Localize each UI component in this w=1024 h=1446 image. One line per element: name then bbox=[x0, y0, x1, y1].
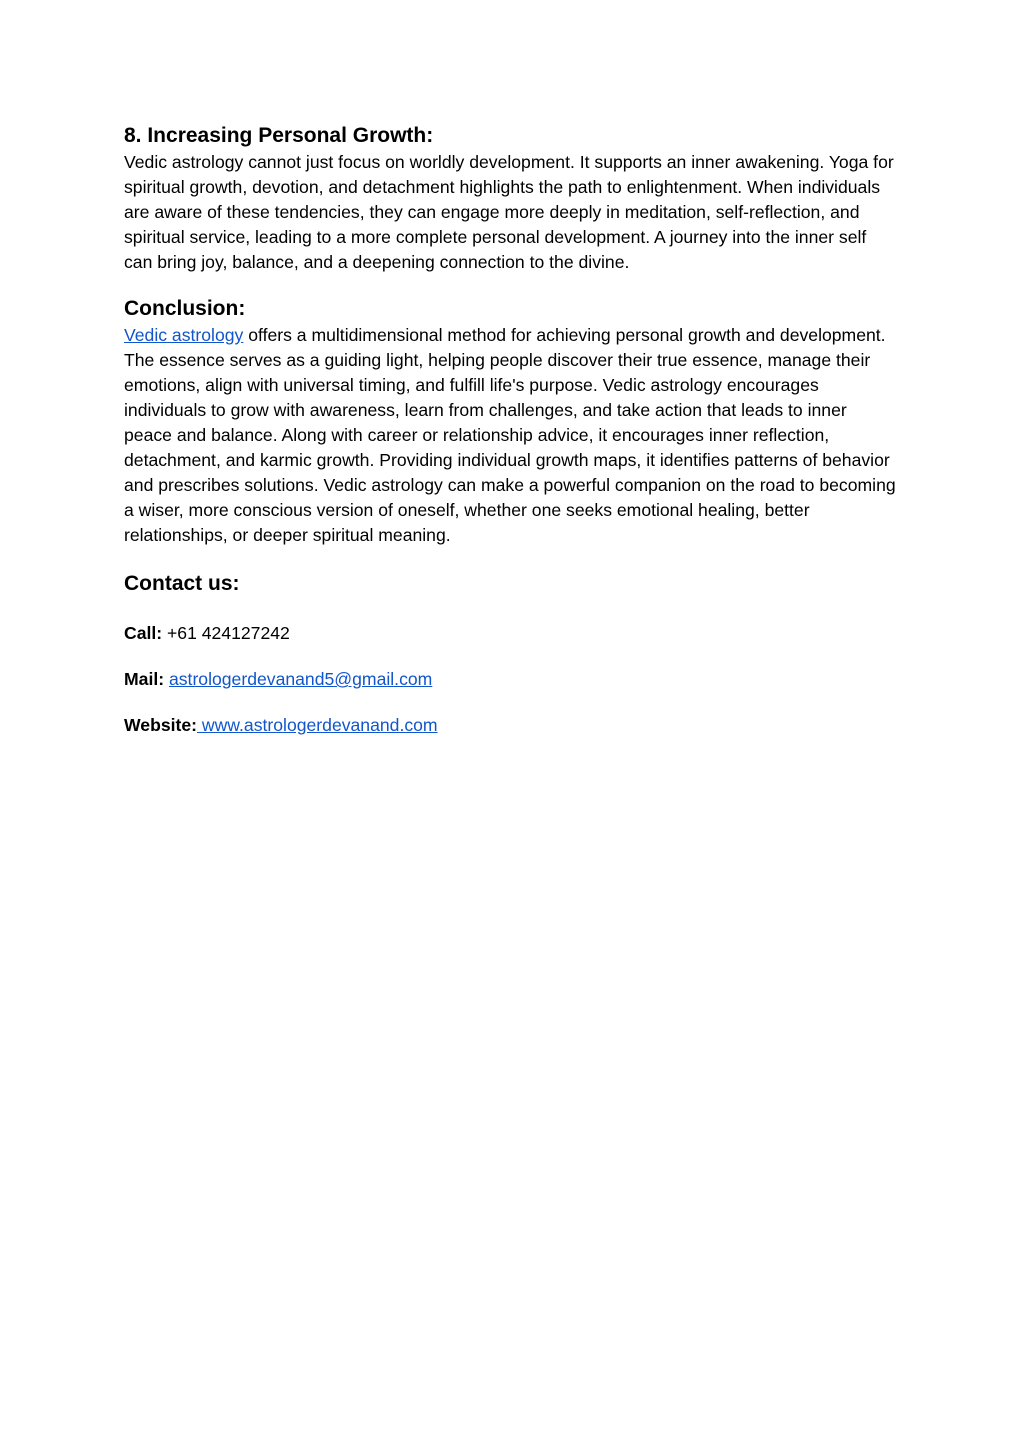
personal-growth-section bbox=[124, 122, 899, 275]
contact-section bbox=[124, 570, 899, 736]
conclusion-text: offers a multidimensional method for achieving personal growth and development. The essence serves as a guiding light, helping people discover their true essence, manage their emotions, align with universal timing, and fulfill life's purpose. Vedic astrology encourages individuals to grow with awareness, learn from challenges, and take action that leads to inner peace and balance. Along with career or relationship advice, it encourages inner reflection, detachment, and karmic growth. Providing individual growth maps, it identifies patterns of behavior and prescribes solutions. Vedic astrology can make a powerful companion on the road to becoming a wiser, more conscious version of oneself, whether one seeks emotional healing, better relationships, or deeper spiritual meaning. bbox=[124, 325, 896, 545]
contact-mail-line bbox=[124, 668, 899, 690]
website-label: Website: bbox=[124, 715, 197, 735]
conclusion-section bbox=[124, 295, 899, 548]
personal-growth-paragraph: Vedic astrology cannot just focus on worldly development. It supports an inner awakening. Yoga for spiritual growth, devotion, and detachment highlights the path to enlightenment. When individuals are aware of these tendencies, they can engage more deeply in meditation, self-reflection, and spiritual service, leading to a more complete personal development. A journey into the inner self can bring joy, balance, and a deepening connection to the divine. bbox=[124, 152, 894, 272]
website-link[interactable]: www.astrologerdevanand.com bbox=[197, 715, 438, 735]
conclusion-heading: Conclusion: bbox=[124, 297, 246, 320]
email-link[interactable]: astrologerdevanand5@gmail.com bbox=[168, 669, 433, 689]
contact-heading: Contact us: bbox=[124, 572, 240, 595]
mail-label: Mail: bbox=[124, 669, 165, 689]
contact-call-line bbox=[124, 622, 899, 644]
call-value: +61 424127242 bbox=[162, 623, 290, 643]
document-page bbox=[124, 122, 899, 736]
personal-growth-heading: 8. Increasing Personal Growth: bbox=[124, 124, 434, 147]
vedic-astrology-link[interactable]: Vedic astrology bbox=[124, 325, 244, 345]
contact-website-line bbox=[124, 714, 899, 736]
conclusion-paragraph bbox=[124, 323, 899, 548]
call-label: Call: bbox=[124, 623, 163, 643]
